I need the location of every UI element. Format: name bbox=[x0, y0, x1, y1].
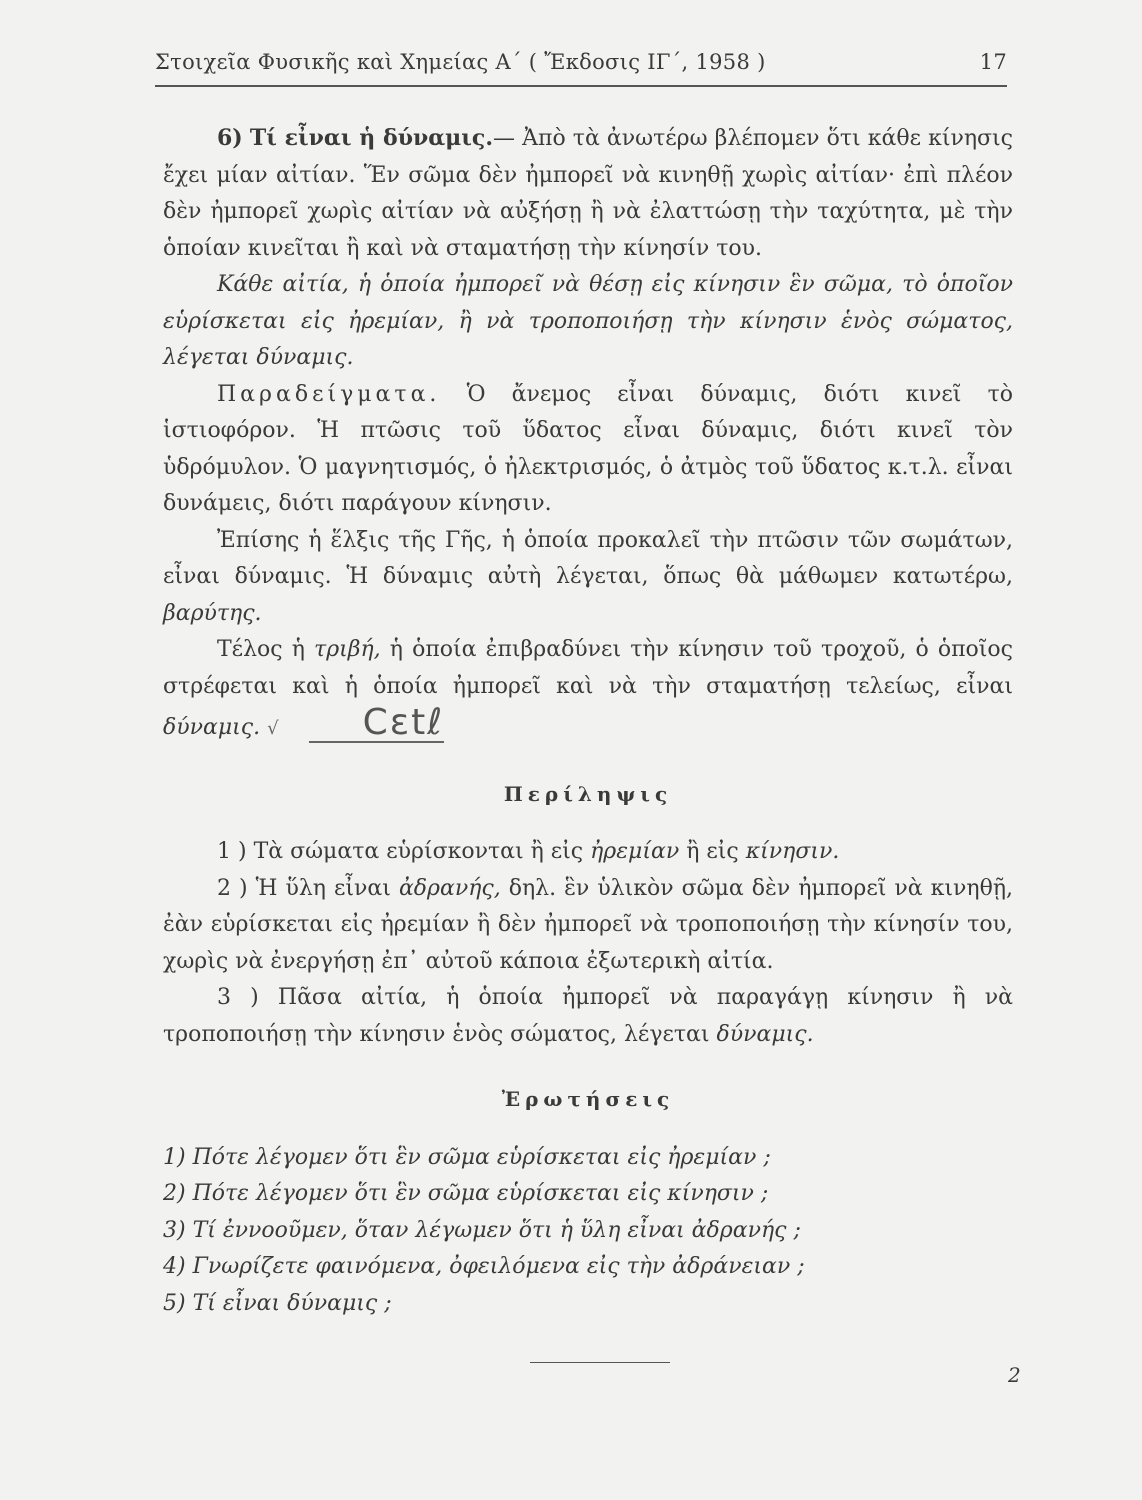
summary-item-term: ἀδρανής, bbox=[398, 875, 501, 901]
running-header bbox=[155, 50, 1007, 74]
main-text bbox=[163, 120, 1013, 1322]
friction-term: τριβή, bbox=[314, 637, 381, 662]
end-rule bbox=[530, 1362, 670, 1363]
examples-label: Παραδείγματα. bbox=[217, 381, 441, 407]
examples-text: Ὁ ἄνεμος εἶναι δύναμις, διότι κινεῖ τὸ ἱστιοφόρον. Ἡ πτῶσις τοῦ ὕδατος εἶναι δύναμις, διότι κινεῖ τὸν ὑδρόμυλον. Ὁ μαγνητισμός, ὁ ἠλεκτρισμός, ὁ ἀτμὸς τοῦ ὕδατος κ.τ.λ. εἶναι δυνάμεις, διότι παράγουν κίνησιν. bbox=[163, 381, 1013, 516]
friction-term-force: δύναμις. bbox=[163, 715, 261, 740]
summary-item-text: Τὰ σώματα εὑρίσκονται ἢ εἰς bbox=[253, 839, 584, 864]
question-item: 1) Πότε λέγομεν ὅτι ἓν σῶμα εὑρίσκεται εἰς ἠρεμίαν ; bbox=[163, 1144, 771, 1170]
summary-item-text: ἢ εἰς bbox=[686, 839, 739, 864]
summary-title: Περίληψις bbox=[503, 781, 673, 806]
handwritten-signature: Cεtℓ bbox=[309, 705, 445, 743]
summary-item-text: Ἡ ὕλη εἶναι bbox=[255, 875, 391, 901]
question-item: 2) Πότε λέγομεν ὅτι ἓν σῶμα εὑρίσκεται εἰς κίνησιν ; bbox=[163, 1181, 769, 1206]
summary-item-2 bbox=[163, 871, 1013, 981]
question-item: 5) Τί εἶναι δύναμις ; bbox=[163, 1290, 392, 1316]
summary-item-number: 2 ) bbox=[217, 875, 248, 901]
summary-item-text: Πᾶσα αἰτία, ἡ ὁποία ἠμπορεῖ νὰ παραγάγῃ κίνησιν ἢ νὰ τροποποιήσῃ τὴν κίνησιν ἑνὸς σώματος, λέγεται bbox=[163, 985, 1014, 1047]
summary-item-text: δηλ. ἓν ὑλικὸν σῶμα δὲν ἠμπορεῖ νὰ κινηθῇ, ἐὰν εὑρίσκεται εἰς ἠρεμίαν ἢ δὲν ἠμπορεῖ νὰ τροποποιήσῃ τὴν κίνησίν του, χωρὶς νὰ ἐνεργήσῃ ἐπ᾽ αὐτοῦ κάποια ἐξωτερικὴ αἰτία. bbox=[163, 875, 1014, 974]
header-title: Στοιχεῖα Φυσικῆς καὶ Χημείας Α΄ ( Ἔκδοσις ΙΓ΄, 1958 ) bbox=[155, 50, 766, 74]
section-paragraph: — Ἀπὸ τὰ ἀνωτέρω βλέπομεν ὅτι κάθε κίνησις ἔχει μίαν αἰτίαν. Ἕν σῶμα δὲν ἠμπορεῖ νὰ κινηθῇ χωρὶς αἰτίαν· ἐπὶ πλέον δὲν ἠμπορεῖ χωρὶς αἰτίαν νὰ αὐξήσῃ ἢ νὰ ἐλαττώσῃ τὴν ταχύτητα, μὲ τὴν ὁποίαν κινεῖται ἢ καὶ νὰ σταματήσῃ τὴν κίνησίν του. bbox=[163, 126, 1014, 261]
summary-item-term: δύναμις. bbox=[716, 1021, 814, 1047]
summary-item-number: 3 ) bbox=[217, 985, 259, 1010]
gravity-paragraph bbox=[163, 523, 1013, 633]
page-number: 17 bbox=[979, 50, 1007, 74]
summary-item-term: ἠρεμίαν bbox=[590, 839, 680, 864]
section-heading: Τί εἶναι ἡ δύναμις. bbox=[249, 125, 493, 151]
friction-paragraph bbox=[163, 632, 1013, 748]
handwritten-check: √ bbox=[267, 718, 279, 739]
summary-item-1 bbox=[163, 834, 1013, 871]
section-6-intro bbox=[163, 120, 1013, 267]
question-item: 3) Τί ἐννοοῦμεν, ὅταν λέγωμεν ὅτι ἡ ὕλη εἶναι ἀδρανής ; bbox=[163, 1217, 801, 1243]
force-definition: Κάθε αἰτία, ἡ ὁποία ἠμπορεῖ νὰ θέσῃ εἰς κίνησιν ἓν σῶμα, τὸ ὁποῖον εὑρίσκεται εἰς ἠρεμίαν, ἢ νὰ τροποποιήσῃ τὴν κίνησιν ἑνὸς σώματος, λέγεται δύναμις. bbox=[163, 272, 1013, 370]
summary-item-number: 1 ) bbox=[217, 839, 247, 864]
questions-title: Ἐρωτήσεις bbox=[501, 1087, 675, 1111]
gravity-term: βαρύτης. bbox=[163, 600, 262, 626]
gravity-text: Ἐπίσης ἡ ἕλξις τῆς Γῆς, ἡ ὁποία προκαλεῖ τὴν πτῶσιν τῶν σωμάτων, εἶναι δύναμις. Ἡ δύναμις αὐτὴ λέγεται, ὅπως θὰ μάθωμεν κατωτέρω, bbox=[163, 527, 1013, 589]
friction-text-a: Τέλος ἡ bbox=[217, 637, 305, 662]
examples-paragraph bbox=[163, 377, 1013, 523]
friction-text-c: ἡ ὁποία ἐπιβραδύνει τὴν κίνησιν τοῦ τροχοῦ, ὁ ὁποῖος στρέφεται καὶ ἡ ὁποία ἠμπορεῖ καὶ νὰ τὴν σταματήσῃ τελείως, εἶναι bbox=[163, 637, 1013, 699]
header-rule bbox=[155, 85, 1007, 87]
summary-item-3 bbox=[163, 980, 1013, 1053]
signature-mark: 2 bbox=[1008, 1363, 1021, 1387]
section-number: 6) bbox=[217, 125, 243, 151]
summary-item-term: κίνησιν. bbox=[745, 839, 840, 864]
question-item: 4) Γνωρίζετε φαινόμενα, ὀφειλόμενα εἰς τὴν ἀδράνειαν ; bbox=[163, 1254, 805, 1279]
